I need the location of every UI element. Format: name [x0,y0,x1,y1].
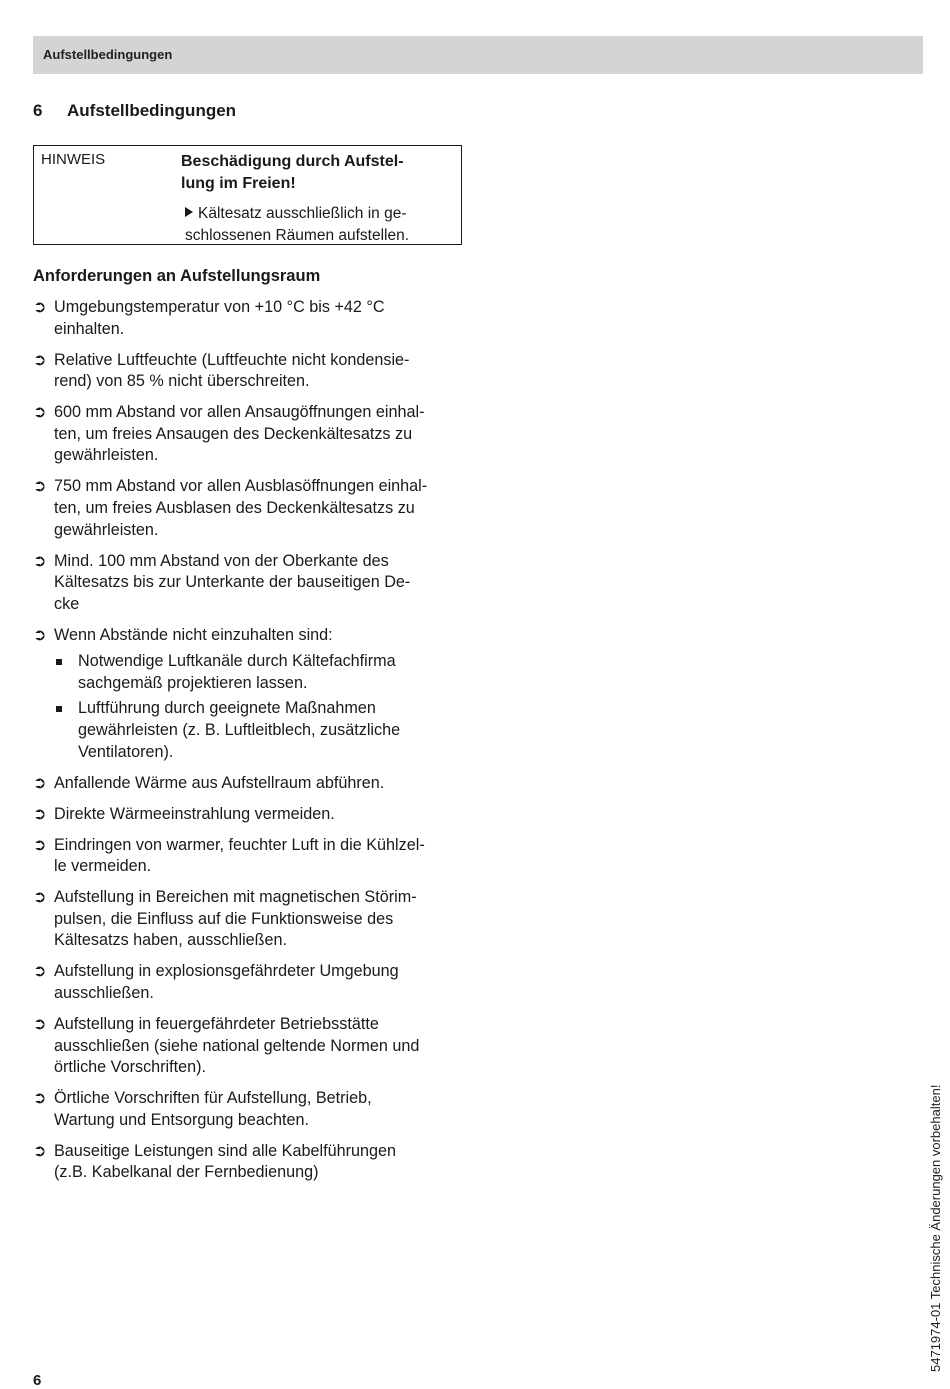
notice-action [185,203,450,246]
requirement-line: rend) von 85 % nicht überschreiten. [54,372,310,391]
requirement-sublist [54,651,465,763]
arrow-bullet-icon: ➲ [33,1090,47,1108]
section-number: 6 [33,101,43,120]
requirement-line: 600 mm Abstand vor allen Ansaugöffnungen einhal- [54,403,425,422]
requirement-item [33,773,465,795]
requirement-line: Relative Luftfeuchte (Luftfeuchte nicht kondensie- [54,350,410,369]
requirement-line: gewährleisten. [54,446,159,465]
requirement-item [33,961,465,1004]
notice-title-line: lung im Freien! [181,175,296,192]
requirement-item [33,887,465,952]
requirement-line: ausschließen. [54,983,154,1002]
section-heading [33,101,236,121]
requirement-line: le vermeiden. [54,857,152,876]
requirement-item [33,1088,465,1131]
requirement-line: Anfallende Wärme aus Aufstellraum abführen. [54,773,385,792]
square-bullet-icon [56,659,62,665]
requirement-line: Eindringen von warmer, feuchter Luft in die Kühlzel- [54,835,425,854]
side-note: 5471974-01 Technische Änderungen vorbehalten! [928,1084,943,1372]
arrow-bullet-icon: ➲ [33,626,47,644]
sub-requirement-item [54,651,465,694]
requirement-line: einhalten. [54,319,125,338]
requirement-line: Aufstellung in Bereichen mit magnetischen Störim- [54,888,417,907]
requirement-item [33,476,465,541]
sub-requirement-line: gewährleisten (z. B. Luftleitblech, zusätzliche [78,721,401,740]
running-header-bar [33,36,923,74]
requirement-line: 750 mm Abstand vor allen Ausblasöffnungen einhal- [54,477,428,496]
requirements-heading: Anforderungen an Aufstellungsraum [33,267,321,285]
requirement-line: Direkte Wärmeeinstrahlung vermeiden. [54,804,335,823]
arrow-bullet-icon: ➲ [33,552,47,570]
sub-requirement-item [54,698,465,763]
page-number: 6 [33,1372,42,1389]
action-triangle-icon [185,207,193,217]
arrow-bullet-icon: ➲ [33,299,47,316]
notice-label: HINWEIS [41,151,106,168]
requirement-line: Aufstellung in explosionsgefährdeter Umgebung [54,962,399,981]
requirement-item [33,804,465,826]
requirements-list [33,297,465,1193]
arrow-bullet-icon: ➲ [33,1142,47,1160]
arrow-bullet-icon: ➲ [33,1015,47,1033]
requirement-item [33,1141,465,1184]
requirement-line: ausschließen (siehe national geltende Normen und [54,1036,420,1055]
notice-action-line: schlossenen Räumen aufstellen. [185,226,410,244]
notice-action-line: Kältesatz ausschließlich in ge- [198,205,407,222]
arrow-bullet-icon: ➲ [33,805,47,823]
requirement-line: Bauseitige Leistungen sind alle Kabelführungen [54,1141,396,1160]
requirement-line: cke [54,594,80,613]
requirement-line: gewährleisten. [54,520,159,539]
arrow-bullet-icon: ➲ [33,836,47,854]
requirement-line: pulsen, die Einfluss auf die Funktionsweise des [54,909,394,928]
arrow-bullet-icon: ➲ [33,889,47,907]
arrow-bullet-icon: ➲ [33,963,47,981]
sub-requirement-line: sachgemäß projektieren lassen. [78,673,308,692]
requirement-item [33,1014,465,1079]
arrow-bullet-icon: ➲ [33,351,47,369]
requirement-item [33,402,465,467]
sub-requirement-line: Ventilatoren). [78,742,174,761]
requirement-line: Mind. 100 mm Abstand von der Oberkante des [54,551,389,570]
arrow-bullet-icon: ➲ [33,478,47,496]
requirement-line: örtliche Vorschriften). [54,1058,207,1077]
requirement-line: Aufstellung in feuergefährdeter Betriebsstätte [54,1014,379,1033]
requirement-item [33,625,465,764]
arrow-bullet-icon: ➲ [33,774,47,792]
requirement-line: Wartung und Entsorgung beachten. [54,1110,309,1129]
running-header-title: Aufstellbedingungen [43,47,173,62]
requirement-item [33,835,465,878]
requirement-item [33,551,465,616]
notice-box [33,145,462,245]
requirement-item [33,297,465,340]
sub-requirement-line: Notwendige Luftkanäle durch Kältefachfirma [78,652,396,671]
requirement-line: Kältesatzs haben, ausschließen. [54,931,288,950]
requirement-line: Umgebungstemperatur von +10 °C bis +42 °C [54,298,385,316]
requirement-line: Kältesatzs bis zur Unterkante der bauseitigen De- [54,573,411,592]
sub-requirement-line: Luftführung durch geeignete Maßnahmen [78,699,376,718]
square-bullet-icon [56,706,62,712]
notice-title-line: Beschädigung durch Aufstel- [181,153,404,170]
requirement-line: Örtliche Vorschriften für Aufstellung, Betrieb, [54,1089,372,1108]
requirement-line: Wenn Abstände nicht einzuhalten sind: [54,625,333,644]
arrow-bullet-icon: ➲ [33,404,47,422]
section-title: Aufstellbedingungen [67,101,237,120]
requirement-line: ten, um freies Ausblasen des Deckenkältesatzs zu [54,498,415,517]
requirement-line: ten, um freies Ansaugen des Deckenkältesatzs zu [54,424,413,443]
requirement-line: (z.B. Kabelkanal der Fernbedienung) [54,1163,319,1182]
notice-title [181,151,446,195]
requirement-item [33,350,465,393]
